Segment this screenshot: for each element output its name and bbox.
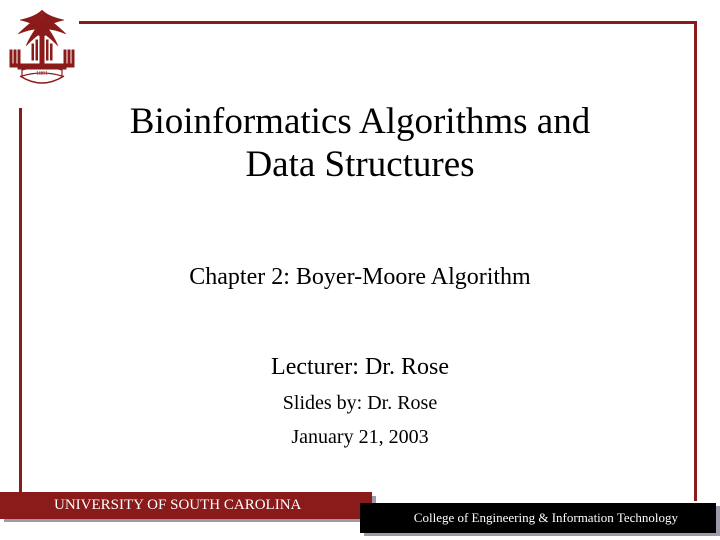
slides-by-line: Slides by: Dr. Rose: [282, 392, 438, 414]
frame-top-border: [79, 21, 697, 24]
university-banner: UNIVERSITY OF SOUTH CAROLINA: [0, 492, 372, 519]
frame-left-border: [19, 108, 22, 500]
title-line-1: Bioinformatics Algorithms and: [129, 101, 591, 142]
palmetto-seal-icon: [6, 6, 78, 88]
date-line: January 21, 2003: [291, 426, 429, 448]
frame-right-border: [694, 21, 697, 501]
logo-year-text: 1801: [36, 71, 48, 77]
lecturer-line: Lecturer: Dr. Rose: [271, 354, 449, 380]
college-banner: College of Engineering & Information Technology: [360, 503, 716, 533]
slide-subtitle: Chapter 2: Boyer-Moore Algorithm: [189, 264, 531, 290]
title-line-2: Data Structures: [245, 144, 475, 185]
slide-title: [40, 100, 680, 186]
